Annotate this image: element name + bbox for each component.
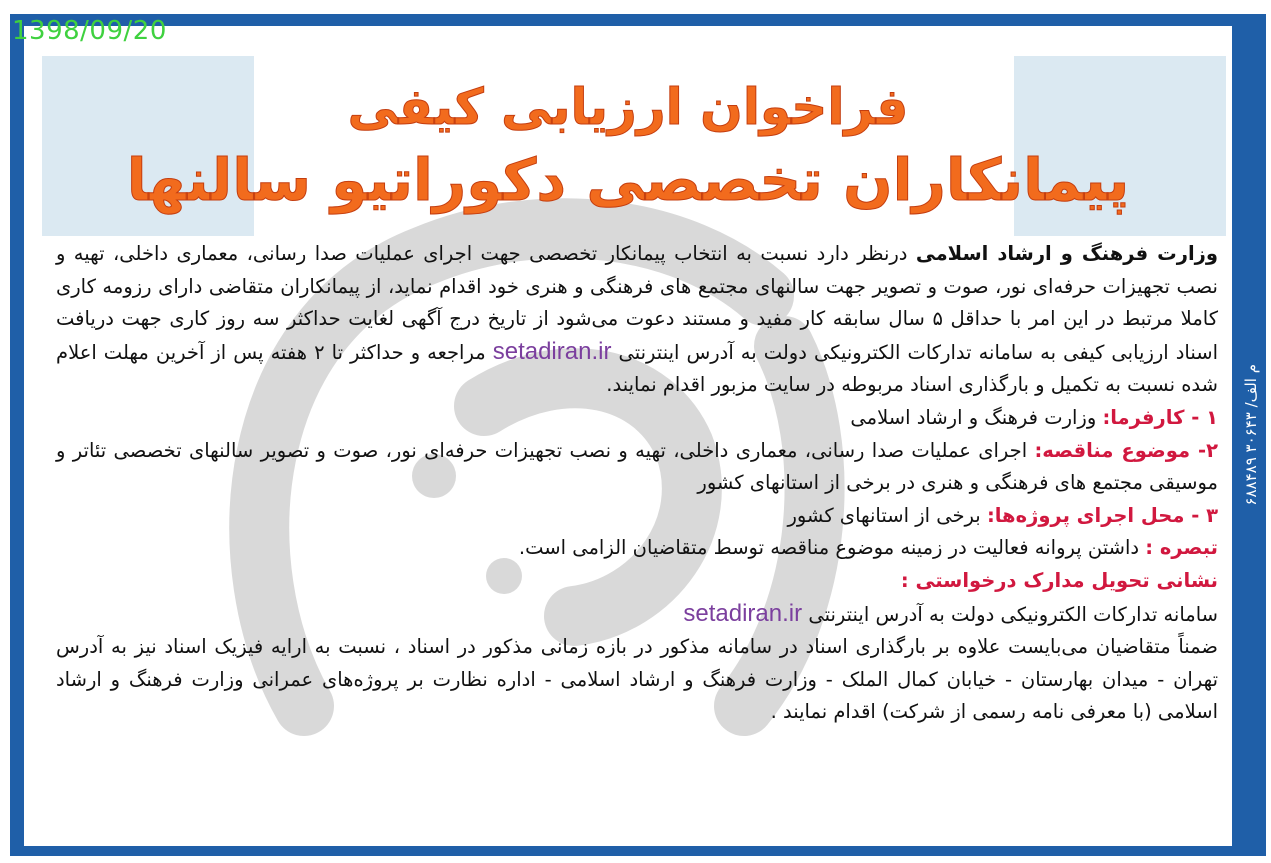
intro-text: درنظر دارد نسبت به انتخاب پیمانکار تخصصی جهت اجرای عملیات صدا رسانی، معماری داخلی، تهیه و نصب تجهیزات حرفه‌ای نور، صوت و تصویر جهت سالنهای مجتمع های فرهنگی و هنری خود اقدام نماید، از پیمانکاران متقاضی دارای رزومه کاری کاملا مرتبط در این امر با حداقل ۵ سال سابقه کار مفید و مستند دعوت می‌شود از تاریخ درج آگهی لغایت حداکثر سه روز کاری جهت دریافت اسناد ارزیابی کیفی به سامانه تدارکات الکترونیکی دولت به آدرس اینترنتی [56,242,1219,364]
delivery-address-line [56,598,1218,632]
site-link[interactable]: setadiran.ir [492,337,612,365]
delivery-paragraph: ضمناً متقاضیان می‌بایست علاوه بر بارگذاری اسناد در سامانه مذکور در بازه زمانی مذکور در اسناد ، نسبت به ارایه فیزیک اسناد نیز به آدرس تهران - میدان بهارستان - خیابان کمال الملک - وزارت فرهنگ و ارشاد اسلامی - اداره نظارت بر پروژه‌های عمرانی وزارت فرهنگ و ارشاد اسلامی (با معرفی نامه رسمی از شرکت) اقدام نمایند . [56,635,1218,724]
note-label: تبصره : [1145,536,1218,560]
date-stamp: 1398/09/20 [12,16,167,46]
organization-name: وزارت فرهنگ و ارشاد اسلامی [915,242,1219,265]
item-label: ۱ - کارفرما: [1102,405,1218,429]
intro-text-end: مراجعه و حداکثر تا ۲ هفته پس از آخرین مهلت اعلام شده نسبت به تکمیل و بارگذاری اسناد مربوطه در سایت مزبور اقدام نمایند. [56,340,1218,397]
notice-body [56,238,1218,729]
delivery-heading: نشانی تحویل مدارک درخواستی : [900,568,1218,592]
notice-panel [24,26,1232,846]
item-text: اجرای عملیات صدا رسانی، معماری داخلی، تهیه و نصب تجهیزات حرفه‌ای نور، صوت و تصویر سالنهای تخصصی تئاتر و موسیقی مجتمع های فرهنگی و هنری در برخی از استانهای کشور [56,438,1218,495]
item-text: وزارت فرهنگ و ارشاد اسلامی [850,405,1103,429]
ad-code [1240,28,1262,842]
intro-paragraph [56,238,1218,402]
site-link[interactable]: setadiran.ir [683,599,803,627]
item-location [56,500,1218,533]
item-subject [56,435,1218,500]
title-line-1: فراخوان ارزیابی کیفی [347,78,909,136]
delivery-text: سامانه تدارکات الکترونیکی دولت به آدرس اینترنتی [802,602,1218,626]
note-paragraph [56,532,1218,565]
notice-frame [10,14,1266,856]
item-text: برخی از استانهای کشور [787,503,987,527]
title-line-2: پیمانکاران تخصصی دکوراتیو سالنها [126,146,1130,214]
note-text: داشتن پروانه فعالیت در زمینه موضوع مناقصه توسط متقاضیان الزامی است. [518,536,1146,560]
item-employer [56,402,1218,435]
item-label: ۳ - محل اجرای پروژه‌ها: [986,503,1218,527]
item-label: ۲- موضوع مناقصه: [1034,438,1218,462]
ad-code-text: م الف/ ۳۰۶۴۳ ۶۸۸۴۸۹ [1242,364,1260,506]
